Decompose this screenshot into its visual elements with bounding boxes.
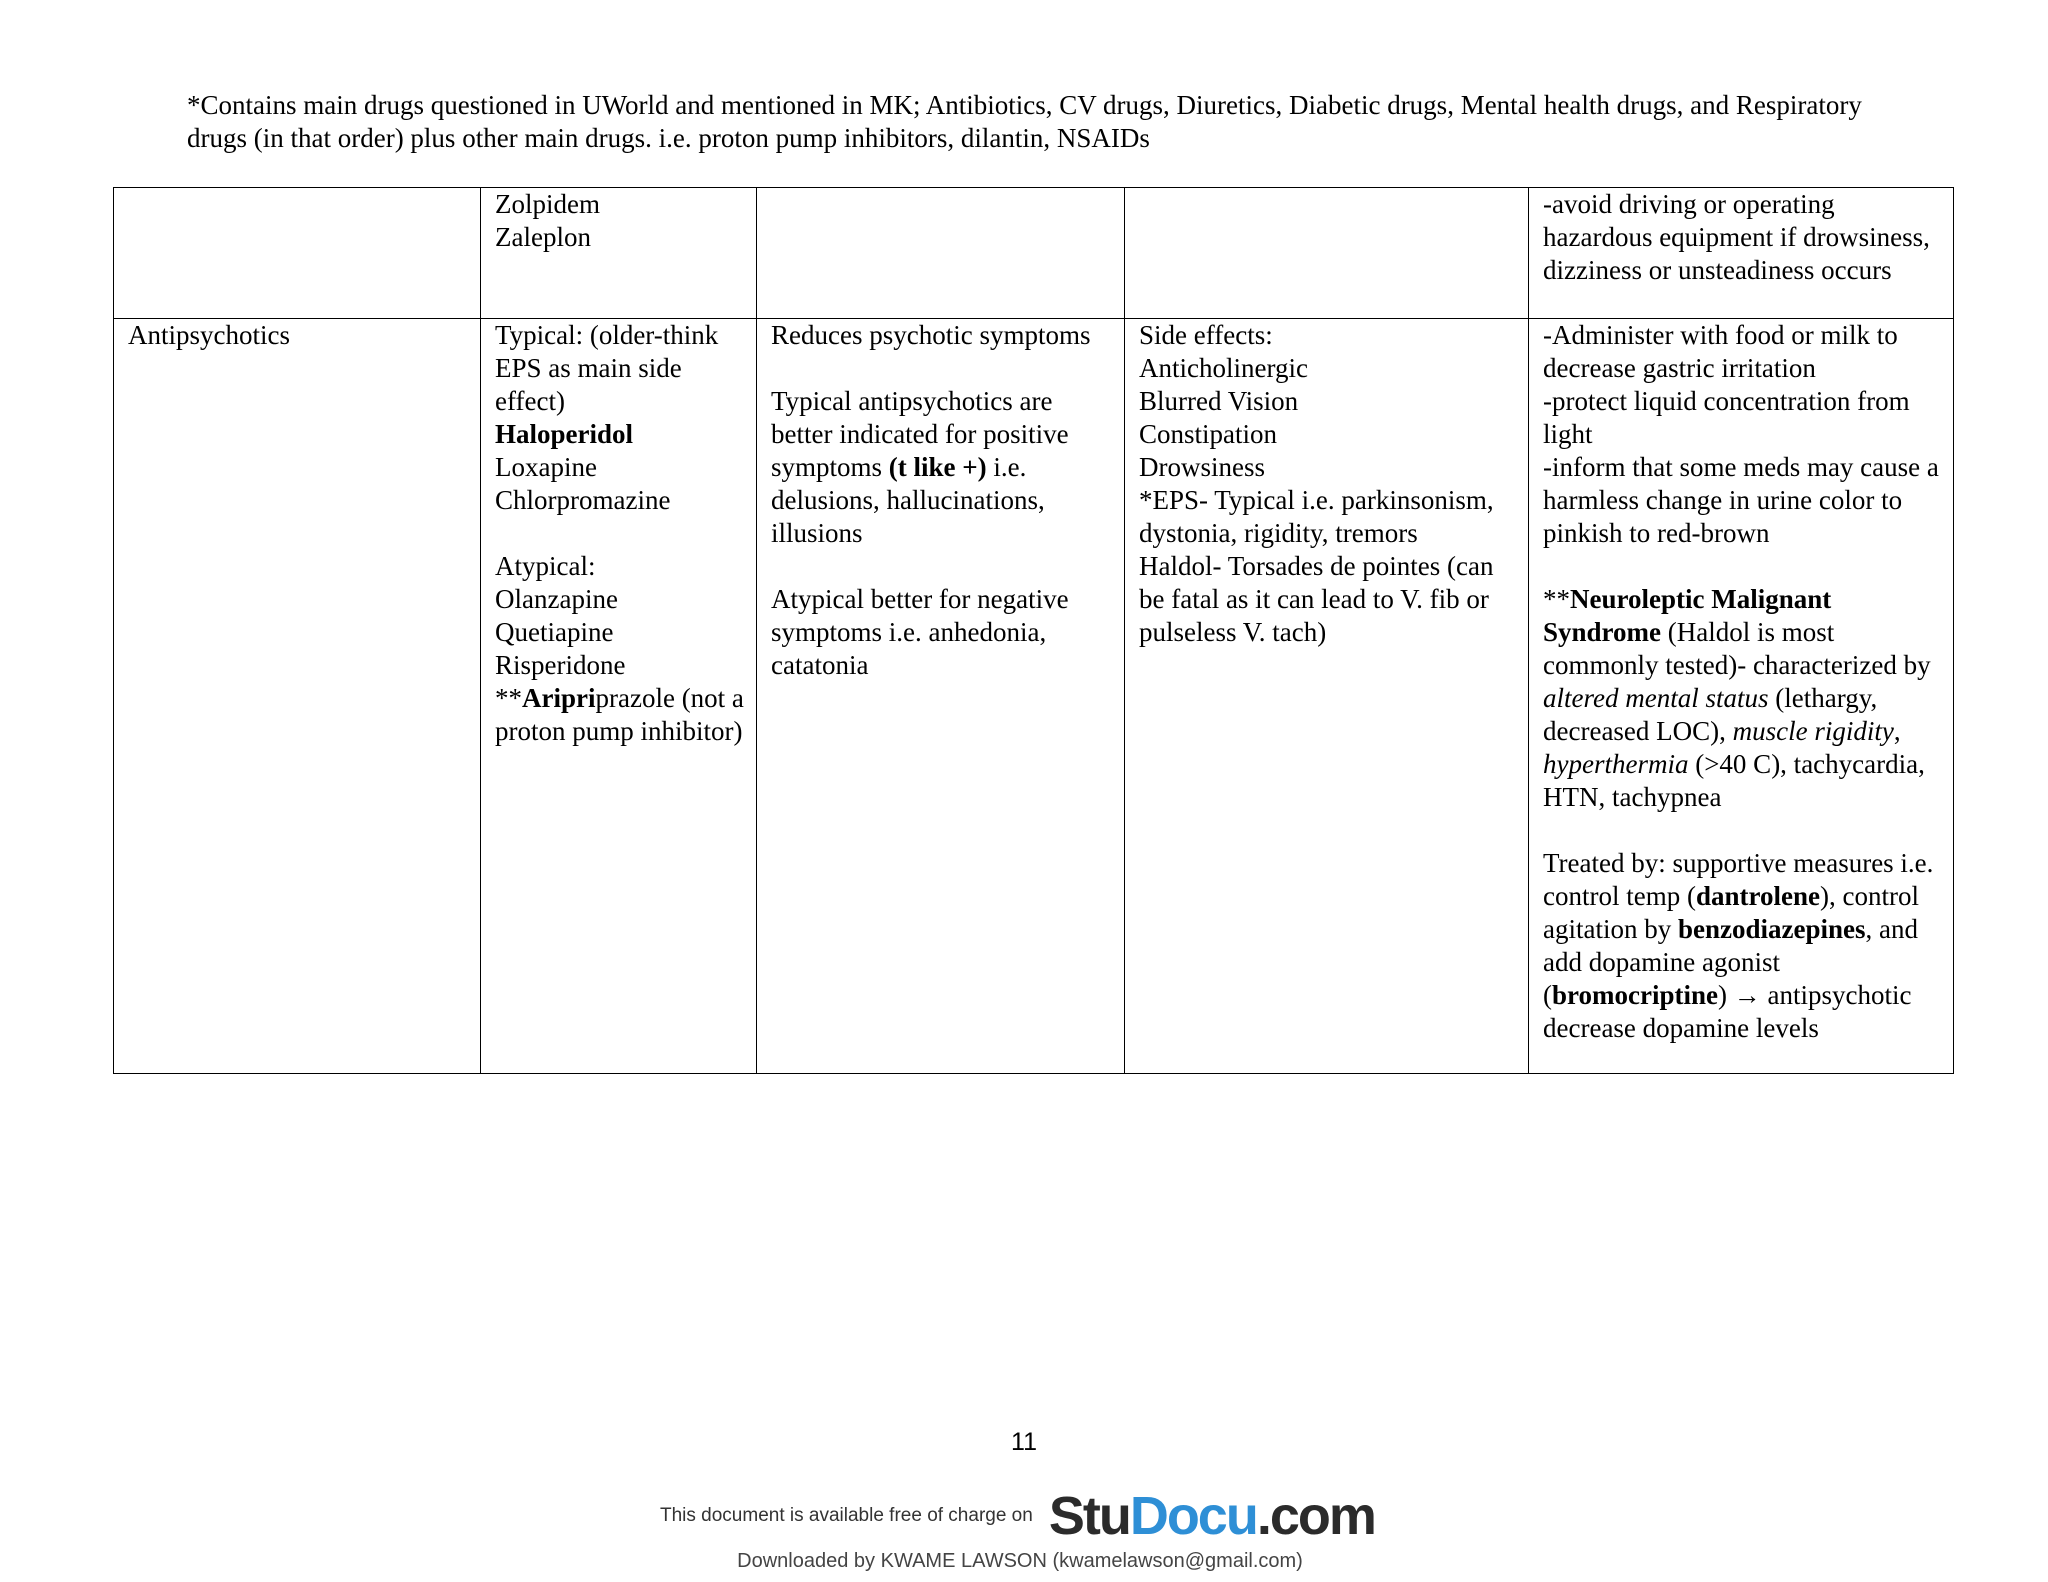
- nms-prefix: **: [1543, 584, 1570, 614]
- nms-text: (lethargy, decreased LOC),: [1543, 683, 1878, 746]
- action-intro: Reduces psychotic symptoms: [771, 320, 1091, 350]
- arrow-right-icon: →: [1733, 980, 1761, 1010]
- header-note: *Contains main drugs questioned in UWorld and mentioned in MK; Antibiotics, CV drugs, Diuretics, Diabetic drugs, Mental health drugs, and Respiratory drugs (in that order) plus other main drugs. i.e. proton pump inhibitors, dilantin, NSAIDs: [187, 90, 1862, 153]
- drug-class-cell: Antipsychotics: [114, 319, 481, 1074]
- page-number: 11: [1011, 1428, 1037, 1456]
- typical-drugs: Loxapine Chlorpromazine: [495, 452, 671, 515]
- aripiprazole-prefix: **: [495, 683, 522, 713]
- atypical-indication: Atypical better for negative symptoms i.e. anhedonia, catatonia: [771, 584, 1069, 680]
- nms-title: Neuroleptic Malignant Syndrome: [1543, 584, 1832, 647]
- studocu-footer: [640, 1472, 1420, 1582]
- downloaded-by: Downloaded by KWAME LAWSON (kwamelawson@gmail.com): [737, 1550, 1303, 1572]
- typical-indication-a: Typical antipsychotics are better indicated for positive symptoms: [771, 386, 1069, 482]
- treatment-drug: dantrolene: [1695, 881, 1820, 911]
- drug-table: [113, 187, 1954, 1074]
- logo-docu: Docu: [1129, 1486, 1257, 1546]
- treatment-drug: bromocriptine: [1552, 980, 1718, 1010]
- typical-intro: Typical: (older-think EPS as main side effect): [495, 320, 719, 416]
- nms-symptom: altered mental status: [1543, 683, 1769, 713]
- action-cell: [757, 188, 1125, 319]
- atypical-drugs: Atypical: Olanzapine Quetiapine Risperidone: [495, 551, 626, 680]
- drug-class-cell: [114, 188, 481, 319]
- table-row: [114, 188, 1954, 319]
- treatment-text: antipsychotic decrease dopamine levels: [1543, 980, 1912, 1043]
- side-effects-cell: [1125, 188, 1529, 319]
- nursing-instructions: -Administer with food or milk to decrease gastric irritation -protect liquid concentration from light -inform that some meds may cause a harmless change in urine color to pinkish to red-brown: [1543, 320, 1939, 548]
- logo-stu: Stu: [1048, 1486, 1130, 1546]
- action-cell: [757, 319, 1125, 1074]
- aripiprazole-rest: prazole (not a proton pump inhibitor): [495, 683, 744, 746]
- nms-symptom: muscle rigidity: [1732, 716, 1894, 746]
- haloperidol-label: Haloperidol: [495, 419, 634, 449]
- treatment-text: , and add dopamine agonist (: [1543, 914, 1918, 1010]
- treatment-drug: benzodiazepines: [1677, 914, 1866, 944]
- nms-text: (>40 C), tachycardia, HTN, tachypnea: [1543, 749, 1925, 812]
- treatment-text: ): [1717, 980, 1734, 1010]
- typical-indication-b: i.e. delusions, hallucinations, illusions: [771, 452, 1045, 548]
- availability-text: This document is available free of charge on: [660, 1505, 1033, 1526]
- side-effects-cell: Side effects: Anticholinergic Blurred Vision Constipation Drowsiness *EPS- Typical i.e. parkinsonism, dystonia, rigidity, tremors Haldol- Torsades de pointes (can be fatal as it can lead to V. fib or pulseless V. tach): [1125, 319, 1529, 1074]
- typical-indication-bold: (t like +): [888, 452, 987, 482]
- nms-text: (Haldol is most commonly tested)- characterized by: [1543, 617, 1931, 680]
- treatment-text: ), control agitation by: [1543, 881, 1919, 944]
- nursing-cell: [1529, 319, 1954, 1074]
- aripiprazole-bold: Aripri: [522, 683, 596, 713]
- studocu-logo[interactable]: [1049, 1486, 1375, 1546]
- footer-availability: [660, 1486, 1375, 1546]
- drug-names-cell: [481, 319, 757, 1074]
- drug-names-cell: Zolpidem Zaleplon: [481, 188, 757, 319]
- nms-symptom: hyperthermia: [1543, 749, 1689, 779]
- nursing-cell: -avoid driving or operating hazardous equipment if drowsiness, dizziness or unsteadiness occurs: [1529, 188, 1954, 319]
- table-row: [114, 319, 1954, 1074]
- treatment-text: Treated by: supportive measures i.e. control temp (: [1543, 848, 1934, 911]
- logo-com: .com: [1256, 1486, 1375, 1546]
- nms-text: ,: [1893, 716, 1901, 746]
